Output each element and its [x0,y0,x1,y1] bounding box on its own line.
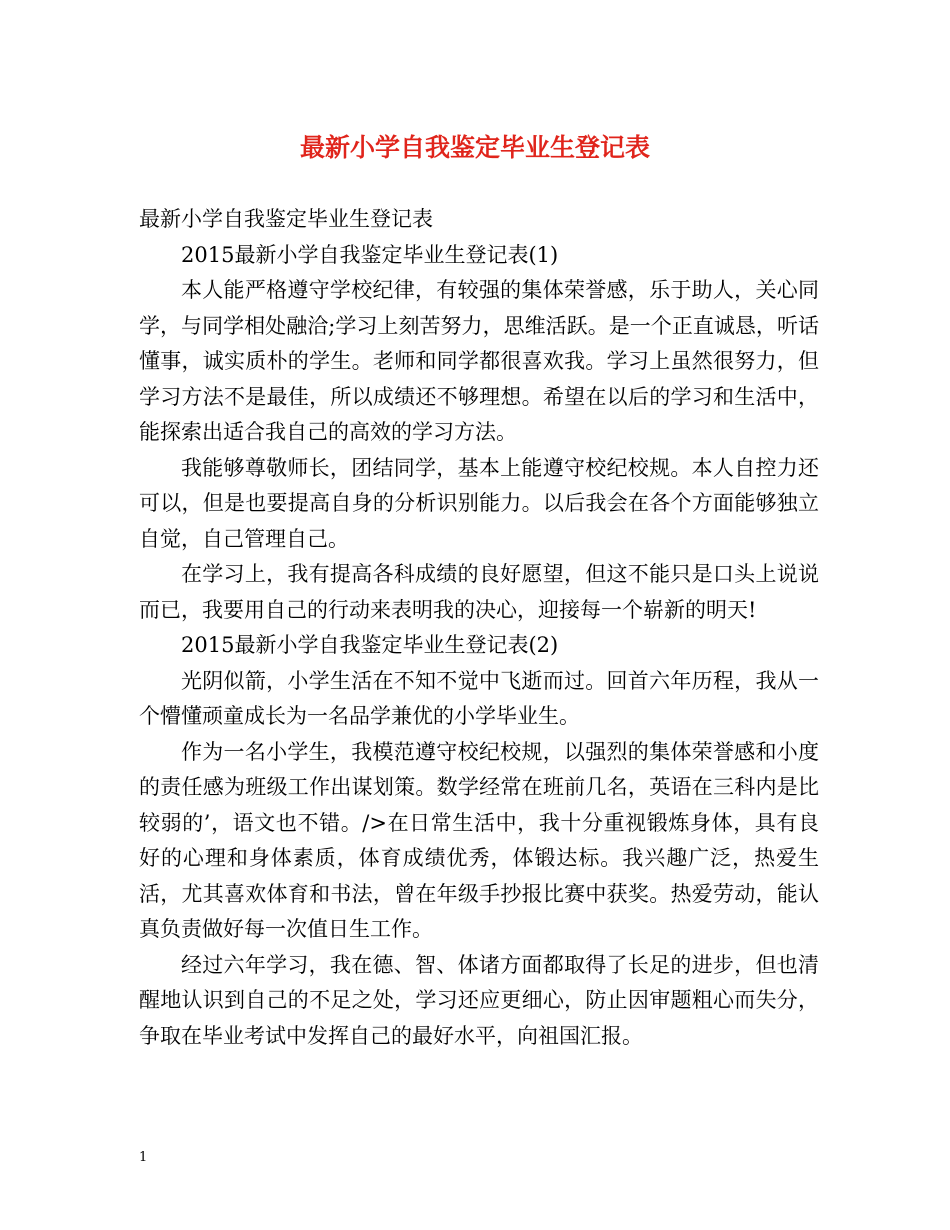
paragraph: 光阴似箭，小学生活在不知不觉中飞逝而过。回首六年历程，我从一个懵懂顽童成长为一名品学兼优的小学毕业生。 [139,668,819,728]
paragraph-section-2-heading: 2015最新小学自我鉴定毕业生登记表(2) [181,633,559,657]
paragraph: 经过六年学习，我在德、智、体诸方面都取得了长足的进步，但也清醒地认识到自己的不足之处，学习还应更细心，防止因审题粗心而失分，争取在毕业考试中发挥自己的最好水平，向祖国汇报。 [139,952,819,1048]
document-body [139,202,819,1054]
document-title: 最新小学自我鉴定毕业生登记表 [299,133,650,162]
paragraph-section-1-heading: 2015最新小学自我鉴定毕业生登记表(1) [181,242,559,267]
paragraph: 作为一名小学生，我模范遵守校纪校规，以强烈的集体荣誉感和小度的责任感为班级工作出谋划策。数学经常在班前几名，英语在三科内是比较弱的’，语文也不错。/>在日常生活中，我十分重视锻炼身体，具有良好的心理和身体素质，体育成绩优秀，体锻达标。我兴趣广泛，热爱生活，尤其喜欢体育和书法，曾在年级手抄报比赛中获奖。热爱劳动，能认真负责做好每一次值日生工作。 [139,739,819,941]
page-number: 1 [139,1150,148,1165]
paragraph: 我能够尊敬师长，团结同学，基本上能遵守校纪校规。本人自控力还可以，但是也要提高自身的分析识别能力。以后我会在各个方面能够独立自觉，自己管理自己。 [139,455,819,551]
paragraph: 在学习上，我有提高各科成绩的良好愿望，但这不能只是口头上说说而已，我要用自己的行动来表明我的决心，迎接每一个崭新的明天! [139,562,819,622]
paragraph: 本人能严格遵守学校纪律，有较强的集体荣誉感，乐于助人，关心同学，与同学相处融洽;学习上刻苦努力，思维活跃。是一个正直诚恳，听话懂事，诚实质朴的学生。老师和同学都很喜欢我。学习上虽然很努力，但学习方法不是最佳，所以成绩还不够理想。希望在以后的学习和生活中，能探索出适合我自己的高效的学习方法。 [139,278,819,444]
paragraph-heading: 最新小学自我鉴定毕业生登记表 [139,207,433,231]
